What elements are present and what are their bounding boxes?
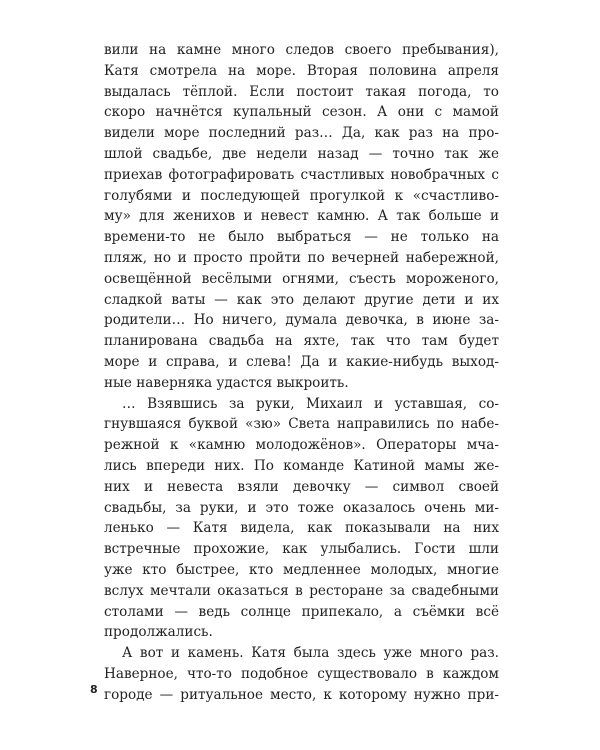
text-line: шлой свадьбе, две недели назад — точно так же: [104, 145, 499, 162]
text-line: времени-то не было выбраться — не только на: [104, 229, 499, 246]
text-line: продолжались.: [104, 624, 213, 641]
text-line: городе — ритуальное место, к которому нужно при-: [104, 686, 499, 703]
text-line: них и невеста взяли девочку — символ своей: [104, 478, 499, 495]
text-line: родители… Но ничего, думала девочка, в июне за-: [104, 312, 499, 329]
text-line: свадьбы, за руки, и это тоже оказалось очень ми-: [104, 499, 499, 516]
text-line: вслух мечтали оказаться в ресторане за свадебными: [104, 582, 499, 599]
text-line: море и справа, и слева! Да и какие-нибудь выход-: [104, 353, 499, 370]
text-line: встречные прохожие, как улыбались. Гости шли: [104, 541, 499, 558]
text-line: сладкой ваты — как это делают другие дети и их: [104, 291, 499, 308]
page-text: [104, 40, 499, 710]
text-line: приехав фотографировать счастливых новобрачных с: [104, 166, 499, 183]
text-line: голубями и последующей прогулкой к «счастливо-: [104, 187, 499, 204]
text-line: освещённой весёлыми огнями, съесть мороженого,: [104, 270, 499, 287]
text-line: планирована свадьба на яхте, так что там будет: [104, 333, 499, 350]
text-line: уже кто быстрее, кто медленнее молодых, многие: [104, 561, 499, 578]
text-line: лись впереди них. По команде Катиной мамы же-: [104, 457, 499, 474]
text-line: выдалась тёплой. Если постоит такая погода, то: [104, 83, 499, 100]
page-number: 8: [90, 683, 98, 696]
text-line: Катя смотрела на море. Вторая половина апреля: [104, 62, 499, 79]
text-line: А вот и камень. Катя была здесь уже много раз.: [122, 645, 499, 662]
text-line: вили на камне много следов своего пребывания),: [104, 42, 499, 58]
text-line: столами — ведь солнце припекало, а съёмки всё: [104, 603, 499, 620]
text-line: му» для женихов и невест камню. А так больше и: [104, 208, 499, 225]
text-line: скоро начнётся купальный сезон. А они с мамой: [104, 104, 499, 121]
text-line: гнувшаяся буквой «зю» Света направились по набе-: [104, 416, 499, 433]
text-line: режной к «камню молодожёнов». Операторы мча-: [104, 437, 499, 454]
text-line: ленько — Катя видела, как показывали на них: [104, 520, 499, 537]
text-line: Наверное, что-то подобное существовало в каждом: [104, 665, 499, 682]
text-line: … Взявшись за руки, Михаил и уставшая, со-: [122, 395, 499, 412]
text-line: ные наверняка удастся выкроить.: [104, 374, 349, 391]
text-line: пляж, но и просто пройти по вечерней набережной,: [104, 249, 499, 266]
text-line: видели море последний раз… Да, как раз на про-: [104, 125, 499, 142]
